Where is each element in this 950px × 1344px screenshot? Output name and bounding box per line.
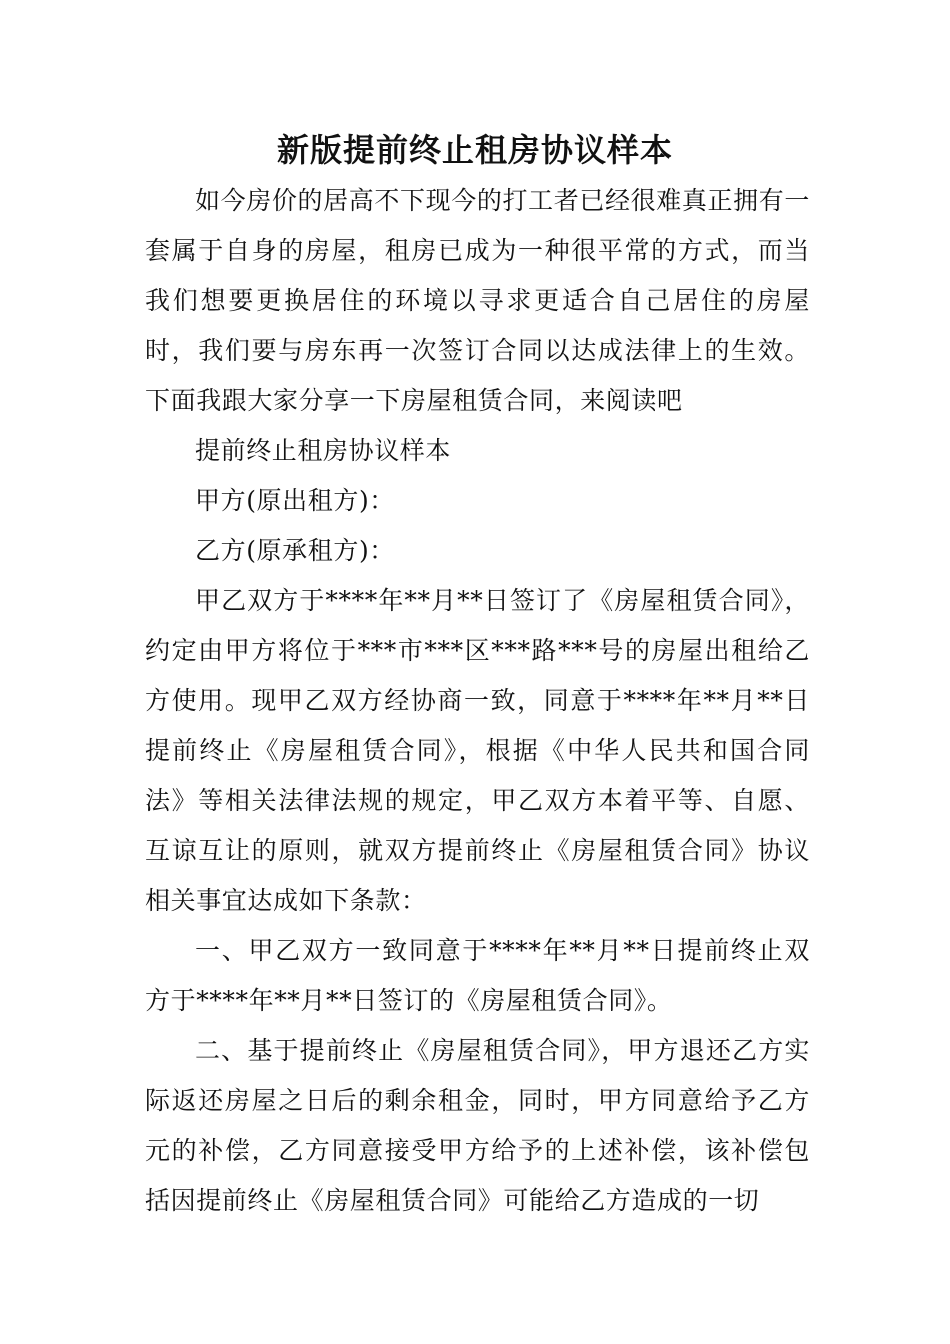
preamble-paragraph: 甲乙双方于****年**月**日签订了《房屋租赁合同》，约定由甲方将位于***市***区***路***号的房屋出租给乙方使用。现甲乙双方经协商一致，同意于****年**月**日提前终止《房屋租赁合同》，根据《中华人民共和国合同法》等相关法律法规的规定，甲乙双方本着平等、自愿、互谅互让的原则，就双方提前终止《房屋租赁合同》协议相关事宜达成如下条款： [145,586,810,915]
document-title: 新版提前终止租房协议样本 [276,131,673,169]
document-body [145,176,810,1226]
clause-two: 二、基于提前终止《房屋租赁合同》，甲方退还乙方实际返还房屋之日后的剩余租金，同时，甲方同意给予乙方 元的补偿，乙方同意接受甲方给予的上述补偿，该补偿包括因提前终止《房屋租赁合同》可能给乙方造成的一切 [145,1036,810,1215]
clause-one: 一、甲乙双方一致同意于****年**月**日提前终止双方于****年**月**日签订的《房屋租赁合同》。 [145,936,810,1015]
party-b-line: 乙方(原承租方)： [195,536,395,565]
party-a-line: 甲方(原出租方)： [195,486,395,515]
sample-heading: 提前终止租房协议样本 [195,436,452,465]
intro-paragraph: 如今房价的居高不下现今的打工者已经很难真正拥有一套属于自身的房屋，租房已成为一种很平常的方式，而当我们想要更换居住的环境以寻求更适合自己居住的房屋时，我们要与房东再一次签订合同以达成法律上的生效。下面我跟大家分享一下房屋租赁合同，来阅读吧 [145,186,810,415]
